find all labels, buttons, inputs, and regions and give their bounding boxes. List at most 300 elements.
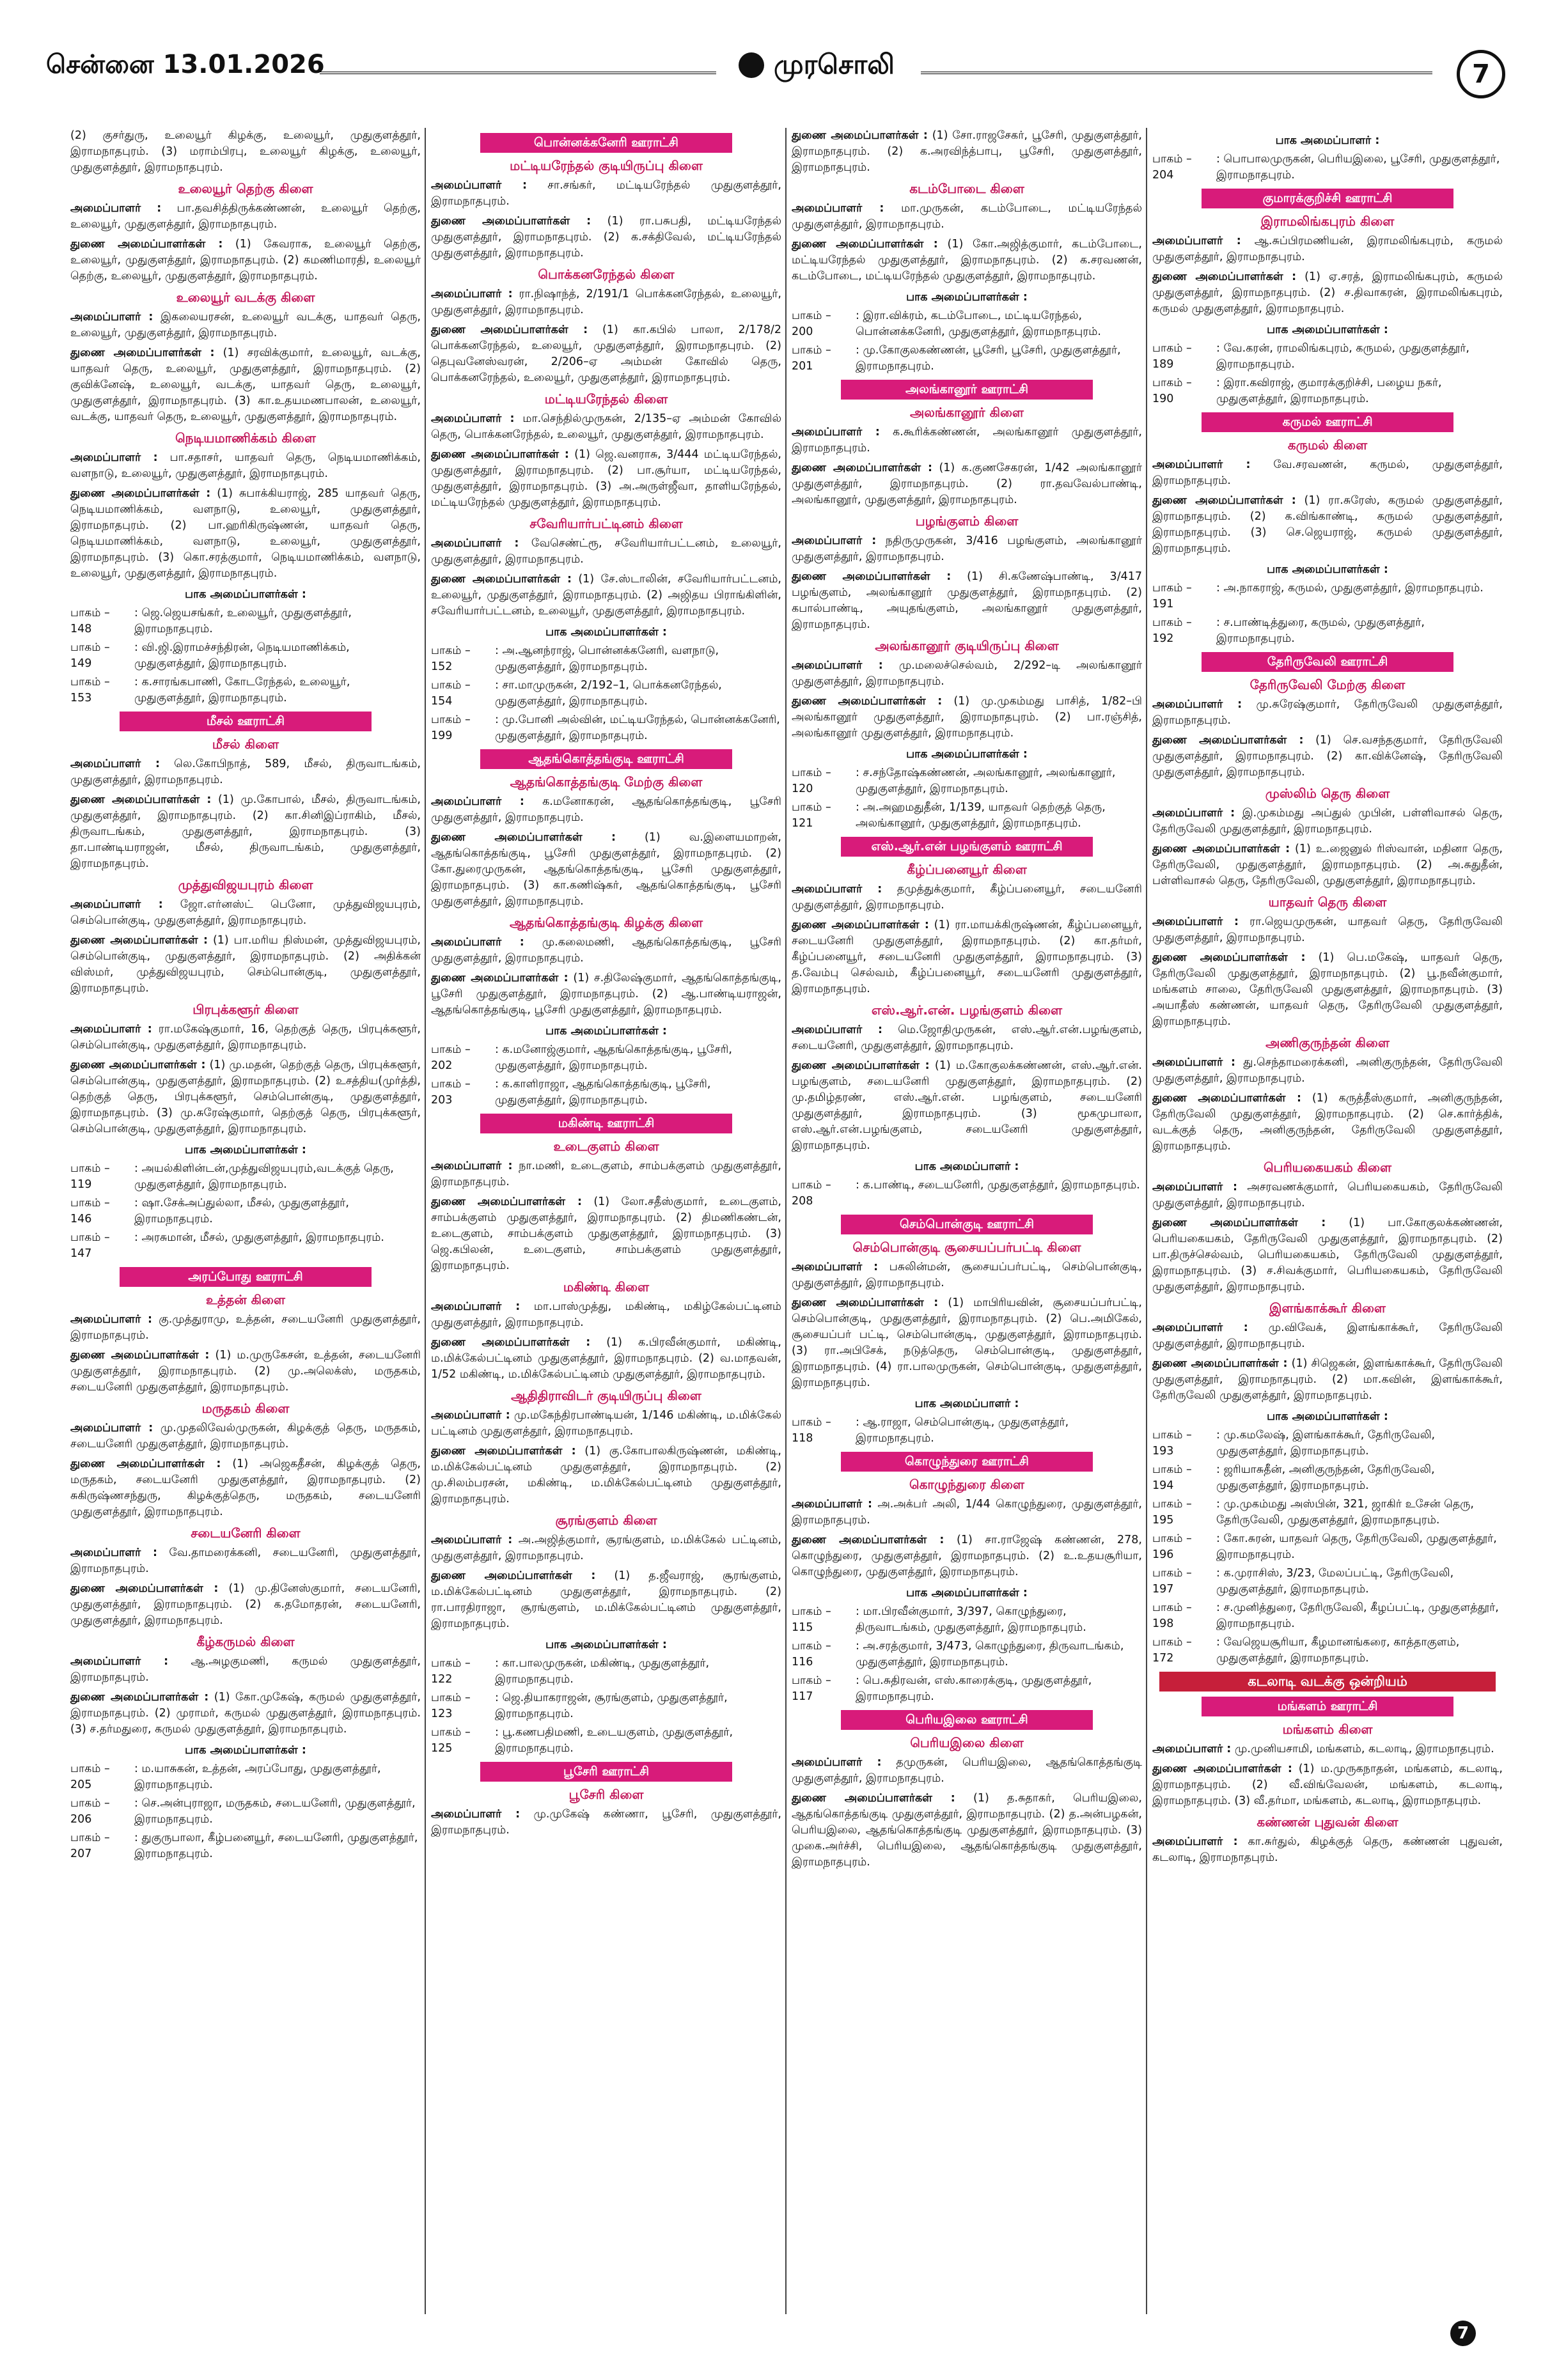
role-label: துணை அமைப்பாளர்கள் : [431, 1445, 576, 1458]
appointment-text: பா.தவசித்திருக்கண்ணன், உலையூர் தெற்கு, உலையூர், முதுகுளத்தூர், இராமநாதபுரம். [70, 202, 421, 231]
booth-details: : ச.முனித்துரை, தேரிருவேலி, கீழப்பட்டி, முதுகுளத்தூர், இராமநாதபுரம். [1216, 1601, 1499, 1630]
booth-entry [70, 1796, 421, 1828]
branch-heading: பிரபுக்களூர் கிளை [192, 1002, 299, 1017]
appointment-paragraph [1152, 233, 1503, 265]
role-label: துணை அமைப்பாளர்கள் : [792, 1059, 930, 1072]
branch-heading: அலங்கானூர் கிளை [910, 405, 1024, 420]
booth-entry [1152, 341, 1503, 373]
booth-details: : செ.அன்புராஜா, மருதகம், சடையனேரி, முதுகுளத்தூர், இராமநாதபுரம். [134, 1797, 416, 1826]
branch-heading: செம்பொன்குடி சூசையப்பர்பட்டி கிளை [852, 1240, 1081, 1255]
role-label: அமைப்பாளர் : [1152, 1181, 1237, 1194]
role-label: அமைப்பாளர் : [792, 1756, 882, 1769]
role-label: அமைப்பாளர் : [792, 202, 884, 215]
footer-page-number: 7 [1450, 2321, 1476, 2346]
booth-details: : க.சாரங்கபாணி, கோடரேந்தல், உலையூர், முதுகுளத்தூர், இராமநாதபுரம். [134, 676, 350, 704]
role-label: துணை அமைப்பாளர்கள் : [792, 462, 933, 474]
branch-heading: கொழுந்துரை கிளை [909, 1477, 1024, 1492]
branch-heading: மட்டியரேந்தல் கிளை [544, 391, 668, 407]
appointment-paragraph [431, 935, 781, 967]
branch-heading: பெரியஇலை கிளை [910, 1735, 1024, 1750]
branch-heading: கடம்போடை கிளை [909, 181, 1024, 196]
branch-heading: ஆதங்கொத்தங்குடி மேற்கு கிளை [510, 774, 703, 789]
appointment-text: நா.மணி, உடைகுளம், சாம்பக்குளம் முதுகுளத்தூர், இராமநாதபுரம். [431, 1160, 781, 1188]
column-divider [785, 128, 787, 2314]
appointment-text: (1) ரா.பசுபதி, மட்டியரேந்தல் முதுகுளத்தூர், இராமநாதபுரம். (2) க.சக்திவேல், மட்டியரேந்தல் முதுகுளத்தூர், இராமநாதபுரம். [431, 215, 781, 260]
appointment-paragraph [1152, 1215, 1503, 1295]
appointment-text: மா.செந்தில்முருகன், 2/135–ஏ அம்மன் கோவில் தெரு, பொக்கனரேந்தல், உலையூர், முதுகுளத்தூர், இராமநாதபுரம். [431, 412, 781, 441]
section-subheading: பாக அமைப்பாளர்கள் : [545, 1638, 667, 1651]
role-label: அமைப்பாளர் : [70, 1313, 152, 1326]
masthead-paper-name: முரசொலி [774, 49, 895, 80]
role-label: துணை அமைப்பாளர்கள் : [70, 238, 223, 251]
appointment-paragraph [431, 214, 781, 261]
appointment-paragraph [431, 572, 781, 619]
appointment-text: கு.முத்துராமு, உத்தன், சடையனேரி முதுகுளத்தூர், இராமநாதபுரம். [70, 1313, 421, 1342]
booth-entry [431, 678, 781, 710]
appointment-text: (1) சிஜெகன், இளங்காக்கூர், தேரிருவேலி முதுகுளத்தூர், இராமநாதபுரம். (2) மா.கவின், இளங்காக்கூர், தேரிருவேலி முதுகுளத்தூர், இராமநாதபுரம். [1152, 1357, 1503, 1402]
branch-heading: மீசல் கிளை [212, 736, 279, 752]
booth-details: : ச.சந்தோஷ்கண்ணன், அலங்கானூர், அலங்கானூர், முதுகுளத்தூர், இராமநாதபுரம். [856, 766, 1116, 795]
booth-entry [792, 1638, 1142, 1670]
appointment-text: சா.சங்கர், மட்டியரேந்தல் முதுகுளத்தூர், இராமநாதபுரம். [431, 179, 781, 208]
appointment-paragraph [70, 1581, 421, 1629]
appointment-text: க.கூரிக்கண்ணன், அலங்கானூர் முதுகுளத்தூர், இராமநாதபுரம். [792, 426, 1142, 455]
branch-heading: நெடியமாணிக்கம் கிளை [175, 430, 316, 446]
role-label: அமைப்பாளர் : [792, 1261, 879, 1273]
booth-entry [431, 1042, 781, 1074]
appointment-paragraph [431, 1194, 781, 1274]
appointment-paragraph [792, 569, 1142, 633]
role-label: துணை அமைப்பாளர்கள் : [792, 129, 928, 142]
appointment-paragraph [1152, 269, 1503, 317]
booth-entry [70, 605, 421, 637]
appointment-text: மா.முருகன், கடம்போடை, மட்டியரேந்தல் முதுகுளத்தூர், இராமநாதபுரம். [792, 202, 1142, 231]
appointment-paragraph [431, 1568, 781, 1632]
booth-entry [1152, 375, 1503, 407]
booth-entry [70, 640, 421, 672]
appointment-paragraph [1152, 1320, 1503, 1352]
booth-details: : க.மனோஜ்குமார், ஆதங்கொத்தங்குடி, பூசேரி, முதுகுளத்தூர், இராமநாதபுரம். [495, 1043, 732, 1072]
role-label: துணை அமைப்பாளர்கள் : [792, 1296, 939, 1309]
role-label: துணை அமைப்பாளர்கள் : [431, 323, 588, 336]
appointment-paragraph [70, 897, 421, 929]
appointment-paragraph [431, 447, 781, 511]
branch-heading: ஆதிதிராவிடர் குடியிருப்பு கிளை [511, 1388, 701, 1403]
sun-logo-icon [739, 52, 764, 78]
appointment-paragraph [1152, 1091, 1503, 1155]
booth-number: பாகம் – 189 [1152, 342, 1192, 371]
union-banner: பொன்னக்கனேரி ஊராட்சி [480, 133, 733, 153]
role-label: துணை அமைப்பாளர்கள் : [1152, 843, 1290, 855]
booth-details: : ஆ.ராஜா, செம்பொன்குடி, முதுகுளத்தூர், இராமநாதபுரம். [856, 1416, 1069, 1445]
branch-heading: தேரிருவேலி மேற்கு கிளை [1249, 677, 1406, 692]
booth-number: பாகம் – 203 [431, 1078, 471, 1107]
booth-entry [792, 800, 1142, 832]
section-subheading: பாக அமைப்பாளர்கள் : [185, 1744, 306, 1757]
booth-number: பாகம் – 196 [1152, 1532, 1192, 1561]
role-label: அமைப்பாளர் : [792, 1023, 882, 1036]
appointment-paragraph [431, 286, 781, 318]
role-label: துணை அமைப்பாளர்கள் : [1152, 1092, 1301, 1105]
role-label: அமைப்பாளர் : [431, 179, 527, 192]
booth-details: : பொபாலமுருகன், பெரியஇலை, பூசேரி, முதுகுளத்தூர், இராமநாதபுரம். [1216, 153, 1500, 182]
role-label: துணை அமைப்பாளர்கள் : [1152, 1357, 1288, 1370]
branch-heading: கீழ்கருமல் கிளை [196, 1634, 295, 1649]
role-label: அமைப்பாளர் : [431, 412, 515, 425]
booth-number: பாகம் – 118 [792, 1416, 831, 1445]
role-label: அமைப்பாளர் : [1152, 458, 1251, 471]
appointment-text: (1) கோ.முகேஷ், கருமல் முதுகுளத்தூர், இராமநாதபுரம். (2) முராமர், கருமல் முதுகுளத்தூர், இராமநாதபுரம். (3) ச.தர்மதுரை, கருமல் முதுகுளத்தூர், இராமநாதபுரம். [70, 1691, 421, 1736]
appointment-paragraph [70, 237, 421, 284]
role-label: துணை அமைப்பாளர்கள் : [1152, 494, 1296, 507]
role-label: அமைப்பாளர் : [431, 1300, 521, 1313]
booth-details: : வி.ஜி.இராமச்சந்திரன், நெடியமாணிக்கம், முதுகுளத்தூர், இராமநாதபுரம். [134, 641, 350, 670]
appointment-paragraph [792, 1022, 1142, 1054]
role-label: அமைப்பாளர் : [70, 1546, 158, 1559]
appointment-paragraph [70, 1545, 421, 1577]
role-label: துணை அமைப்பாளர்கள் : [1152, 270, 1297, 283]
booth-details: : ஜெ.ஜெயசங்கர், உலையூர், முதுகுளத்தூர், இராமநாதபுரம். [134, 607, 352, 635]
appointment-text: (1) ரா.மாயக்கிருஷ்ணன், கீழ்ப்பனையூர், சடையனேரி முதுகுளத்தூர், இராமநாதபுரம். (2) கா.தர்மர், கீழ்ப்பனையூர், சடையனேரி முதுகுளத்தூர், இராமநாதபுரம். (3) த.வேம்பு செல்வம், கீழ்ப்பனையூர், சடையனேரி முதுகுளத்தூர், இராமநாதபுரம். [792, 919, 1142, 995]
booth-details: : க.காளிராஜா, ஆதங்கொத்தங்குடி, பூசேரி, முதுகுளத்தூர், இராமநாதபுரம். [495, 1078, 711, 1107]
union-banner: அலங்கானூர் ஊராட்சி [841, 380, 1093, 400]
appointment-text: ஆ.சுப்பிரமணியன், இராமலிங்கபுரம், கருமல் முதுகுளத்தூர், இராமநாதபுரம். [1152, 235, 1503, 263]
branch-heading: யாதவர் தெரு கிளை [1268, 894, 1387, 910]
appointment-paragraph [792, 917, 1142, 997]
role-label: அமைப்பாளர் : [70, 1422, 153, 1435]
column-divider [1146, 128, 1147, 2314]
appointment-text: (1) அஜெகதீசன், கிழக்குத் தெரு, மருதகம், சடையனேரி முதுகுளத்தூர், இராமநாதபுரம். (2) சுகிருஷ்ணசந்துரு, கிழக்குத்தெரு, மருதகம், சடையனேரி முதுகுளத்தூர், இராமநாதபுரம். [70, 1458, 421, 1518]
booth-details: : பூ.கணபதிமணி, உடையகுளம், முதுகுளத்தூர், இராமநாதபுரம். [495, 1726, 733, 1755]
booth-entry [1152, 1566, 1503, 1598]
booth-number: பாகம் – 115 [792, 1605, 831, 1634]
booth-details: : அ.நாகராஜ், கருமல், முதுகுளத்தூர், இராமநாதபுரம். [1216, 582, 1484, 595]
appointment-text: ரா.ஜெயமுருகன், யாதவர் தெரு, தேரிருவேலி முதுகுளத்தூர், இராமநாதபுரம். [1152, 915, 1503, 944]
booth-details: : இரா.விக்ரம், கடம்போடை, மட்டியரேந்தல், பொன்னக்கனேரி, முதுகுளத்தூர், இராமநாதபுரம். [856, 309, 1101, 338]
appointment-paragraph [1152, 1834, 1503, 1866]
role-label: அமைப்பாளர் : [792, 659, 883, 672]
booth-number: பாகம் – 121 [792, 801, 831, 830]
branch-heading: சூரங்குளம் கிளை [555, 1513, 657, 1528]
appointment-paragraph [70, 345, 421, 425]
booth-number: பாகம் – 123 [431, 1692, 471, 1720]
appointment-text: லெ.கோபிநாத், 589, மீசல், திருவாடங்கம், முதுகுளத்தூர், இராமநாதபுரம். [70, 758, 421, 786]
booth-details: : பெ.சுதிரவன், எஸ்.காரைக்குடி, முதுகுளத்தூர், இராமநாதபுரம். [856, 1674, 1092, 1703]
union-banner: மகிண்டி ஊராட்சி [480, 1114, 733, 1133]
column-2 [431, 128, 781, 2314]
branch-heading: சவேரியார்பட்டினம் கிளை [529, 516, 683, 531]
booth-entry [1152, 1427, 1503, 1459]
booth-entry [1152, 1531, 1503, 1563]
role-label: அமைப்பாளர் : [70, 311, 153, 323]
appointment-text: (1) மு.தினேஸ்குமார், சடையனேரி, முதுகுளத்தூர், இராமநாதபுரம். (2) க.தமோதரன், சடையனேரி, முதுகுளத்தூர், இராமநாதபுரம். [70, 1582, 421, 1627]
appointment-paragraph [70, 756, 421, 788]
appointment-paragraph [70, 1057, 421, 1137]
appointment-text: (1) ம.கோகுலக்கண்ணன், எஸ்.ஆர்.என். பழங்குளம், சடையனேரி முதுகுளத்தூர், இராமநாதபுரம். (2) மு.தமிழ்தரண், எஸ்.ஆர்.என். பழங்குளம், சடையனேரி முதுகுளத்தூர், இராமநாதபுரம். (3) மூகமுபாலா, எஸ்.ஆர்.என்.பழங்குளம், சடையனேரி முதுகுளத்தூர், இராமநாதபுரம். [792, 1059, 1142, 1152]
masthead-date: சென்னை 13.01.2026 [46, 50, 325, 79]
booth-entry [431, 712, 781, 744]
appointment-paragraph [792, 237, 1142, 284]
booth-details: : மு.முகம்மது அஸ்பின், 321, ஜாகிர் உசேன் தெரு, தேரிருவேலி, முதுகுளத்தூர், இராமநாதபுரம். [1216, 1498, 1474, 1527]
booth-details: : அ.அஹமதுதீன், 1/139, யாதவர் தெற்குத் தெரு, அலங்கானூர், முதுகுளத்தூர், இராமநாதபுரம். [856, 801, 1106, 830]
branch-heading: பெரியகையகம் கிளை [1263, 1160, 1392, 1175]
appointment-text: மு.முகேஷ் கண்ணா, பூசேரி, முதுகுளத்தூர், இராமநாதபுரம். [431, 1808, 781, 1837]
appointment-text: கா.சுர்துல், கிழக்குத் தெரு, கண்ணன் புதுவன், கடலாடி, இராமநாதபுரம். [1152, 1835, 1503, 1864]
booth-number: பாகம் – 192 [1152, 616, 1192, 645]
role-label: துணை அமைப்பாளர்கள் : [431, 972, 568, 984]
booth-details: : ம.யாசுகன், உத்தன், அரப்போது, முதுகுளத்தூர், இராமநாதபுரம். [134, 1762, 381, 1791]
appointment-text: (1) சே.ஸ்டாலின், சவேரியார்பட்டனம், உலையூர், முதுகுளத்தூர், இராமநாதபுரம். (2) அஜிதய பிராங்கிளின், சவேரியார்பட்டனம், உலையூர், முதுகுளத்தூர், இராமநாதபுரம். [431, 573, 781, 618]
role-label: அமைப்பாளர் : [792, 534, 877, 547]
booth-details: : இரா.கவிராஜ், குமாரக்குறிச்சி, பழைய நகர், முதுகுளத்தூர், இராமநாதபுரம். [1216, 377, 1442, 405]
role-label: அமைப்பாளர் : [431, 936, 524, 949]
appointment-paragraph [70, 1654, 421, 1686]
role-label: அமைப்பாளர் : [792, 1498, 873, 1511]
booth-entry [792, 308, 1142, 340]
role-label: துணை அமைப்பாளர்கள் : [431, 215, 591, 228]
booth-details: : ஜெ.தியாகராஜன், சூரங்குளம், முதுகுளத்தூர், இராமநாதபுரம். [495, 1692, 728, 1720]
booth-number: பாகம் – 152 [431, 644, 471, 673]
role-label: துணை அமைப்பாளர்கள் : [70, 793, 212, 806]
appointment-text: (1) ஜெ.வனராசு, 3/444 மட்டியரேந்தல், முதுகுளத்தூர், இராமநாதபுரம். (2) பா.சூர்யா, மட்டியரேந்தல், முதுகுளத்தூர், இராமநாதபுரம். (3) அ.அருள்ஜீவா, தாளியரேந்தல், மட்டியரேந்தல் முதுகுளத்தூர், இராமநாதபுரம். [431, 448, 781, 509]
appointment-paragraph [1152, 1741, 1503, 1757]
booth-entry [1152, 580, 1503, 612]
union-banner: பூசேரி ஊராட்சி [480, 1762, 733, 1782]
section-subheading: பாக அமைப்பாளர்கள் : [906, 748, 1028, 761]
branch-heading: அணிகுருந்தன் கிளை [1265, 1035, 1390, 1050]
booth-number: பாகம் – 198 [1152, 1601, 1192, 1630]
appointment-text: (1) கோ.அஜித்குமார், கடம்போடை, மட்டியரேந்தல் முதுகுளத்தூர், இராமநாதபுரம். (2) க.சரவணன், கடம்போடை, மட்டியரேந்தல் முதுகுளத்தூர், இராமநாதபுரம். [792, 238, 1142, 283]
appointment-paragraph [792, 1532, 1142, 1580]
role-label: அமைப்பாளர் : [1152, 1321, 1248, 1334]
appointment-paragraph [431, 411, 781, 443]
role-label: துணை அமைப்பாளர்கள் : [70, 1059, 206, 1071]
role-label: அமைப்பாளர் : [792, 426, 880, 439]
booth-details: : சா.மாமுருகன், 2/192–1, பொக்கனரேந்தல், முதுகுளத்தூர், இராமநாதபுரம். [495, 679, 722, 708]
appointment-paragraph [792, 1755, 1142, 1787]
appointment-paragraph [1152, 1356, 1503, 1404]
role-label: துணை அமைப்பாளர்கள் : [792, 570, 952, 583]
appointment-text: (1) மு.மதன், தெற்குத் தெரு, பிரபுக்களூர், செம்பொன்குடி, முதுகுளத்தூர், இராமநாதபுரம். (2) உசத்திய(முர்த்தி, தெற்குத் தெரு, பிரபுக்களூர், செம்பொன்குடி, முதுகுளத்தூர், இராமநாதபுரம். (3) மு.சுரேஷ்குமார், தெற்குத் தெரு, பிரபுக்களூர், செம்பொன்குடி, முதுகுளத்தூர், இராமநாதபுரம். [70, 1059, 421, 1135]
role-label: அமைப்பாளர் : [1152, 1835, 1238, 1848]
booth-details: : க.பாண்டி, சடையனேரி, முதுகுளத்தூர், இராமநாதபுரம். [856, 1179, 1140, 1192]
section-subheading: பாக அமைப்பாளர் : [914, 1160, 1019, 1173]
appointment-paragraph [70, 128, 421, 176]
role-label: அமைப்பாளர் : [70, 1023, 152, 1036]
section-subheading: பாக அமைப்பாளர்கள் : [1267, 323, 1388, 336]
role-label: துணை அமைப்பாளர்கள் : [70, 934, 208, 947]
appointment-paragraph [792, 694, 1142, 742]
appointment-text: (1) மாபிரியவின், சூசையப்பர்பட்டி, செம்பொன்குடி, முதுகுளத்தூர், இராமநாதபுரம். (2) பெ.அமிகேல், சூசையப்பர் பட்டி, செம்பொன்குடி, முதுகுளத்தூர், இராமநாதபுரம். (3) ரா.அபிசேக், நடுத்தெரு, செம்பொன்குடி, முதுகுளத்தூர், இராமநாதபுரம். (4) ரா.பாலமுருகன், செம்பொன்குடி, முதுகுளத்தூர், இராமநாதபுரம். [792, 1296, 1142, 1389]
booth-number: பாகம் – 202 [431, 1043, 471, 1072]
masthead-rule-left [320, 72, 716, 74]
appointment-paragraph [792, 424, 1142, 456]
branch-heading: கண்ணன் புதுவன் கிளை [1257, 1814, 1398, 1830]
section-subheading: பாக அமைப்பாளர்கள் : [906, 291, 1028, 304]
appointment-paragraph [431, 830, 781, 910]
section-subheading: பாக அமைப்பாளர்கள் : [185, 588, 306, 601]
appointment-paragraph [431, 794, 781, 826]
booth-entry [1152, 1635, 1503, 1667]
booth-entry [792, 1673, 1142, 1705]
appointment-text: (1) ம.முருகேசன், உத்தன், சடையனேரி முதுகுளத்தூர், இராமநாதபுரம். (2) மு.அலெக்ஸ், மருதகம், சடையனேரி முதுகுளத்தூர், இராமநாதபுரம். [70, 1349, 421, 1394]
appointment-text: நதிருமுருகன், 3/416 பழங்குளம், அலங்கானூர் முதுகுளத்தூர், இராமநாதபுரம். [792, 534, 1142, 563]
booth-number: பாகம் – 208 [792, 1179, 831, 1208]
booth-entry [70, 1230, 421, 1262]
section-subheading: பாக அமைப்பாளர்கள் : [1267, 563, 1388, 576]
appointment-text: இ.முகம்மது அப்துல் முபின், பள்ளிவாசல் தெரு, தேரிருவேலி முதுகுளத்தூர், இராமநாதபுரம். [1152, 807, 1503, 836]
booth-details: : ஜரியாசுதீன், அனிகுருந்தன், தேரிருவேலி, முதுகுளத்தூர், இராமநாதபுரம். [1216, 1463, 1435, 1492]
booth-entry [792, 765, 1142, 797]
branch-heading: பழங்குளம் கிளை [915, 513, 1019, 529]
role-label: துணை அமைப்பாளர்கள் : [431, 1569, 596, 1582]
role-label: துணை அமைப்பாளர்கள் : [70, 346, 215, 359]
booth-entry [1152, 1462, 1503, 1494]
booth-number: பாகம் – 148 [70, 607, 110, 635]
role-label: துணை அமைப்பாளர்கள் : [792, 238, 938, 251]
role-label: துணை அமைப்பாளர்கள் : [1152, 1762, 1292, 1775]
union-banner: குமாரக்குறிச்சி ஊராட்சி [1202, 189, 1454, 208]
union-banner: மீசல் ஊராட்சி [120, 712, 372, 731]
role-label: துணை அமைப்பாளர்கள் : [431, 1195, 582, 1208]
booth-number: பாகம் – 117 [792, 1674, 831, 1703]
appointment-text: (1) த.ஜீவராஜ், சூரங்குளம், ம.மிக்கேல்பட்டினம் முதுகுளத்தூர், இராமநாதபுரம். (2) ரா.பாரதிராஜா, சூரங்குளம், ம.மிக்கேல்பட்டினம் முதுகுளத்தூர், இராமநாதபுரம். [431, 1569, 781, 1630]
appointment-paragraph [792, 1791, 1142, 1871]
appointment-paragraph [1152, 841, 1503, 889]
role-label: துணை அமைப்பாளர்கள் : [792, 695, 943, 708]
role-label: அமைப்பாளர் : [1152, 1056, 1235, 1069]
appointment-text: (1) கருத்தீஸ்குமார், அனிகுருந்தன், தேரிருவேலி முதுகுளத்தூர், இராமநாதபுரம். (2) செ.கார்த்திக், வடக்குத் தெரு, அனிகுருந்தன், தேரிருவேலி முதுகுளத்தூர், இராமநாதபுரம். [1152, 1092, 1503, 1153]
booth-entry [1152, 1600, 1503, 1632]
union-banner: கொழுந்துரை ஊராட்சி [841, 1452, 1093, 1472]
role-label: அமைப்பாளர் : [431, 1409, 510, 1422]
column-divider [425, 128, 426, 2314]
appointment-paragraph [792, 882, 1142, 914]
role-label: துணை அமைப்பாளர்கள் : [792, 919, 929, 931]
role-label: துணை அமைப்பாளர்கள் : [70, 1691, 209, 1704]
appointment-paragraph [792, 128, 1142, 176]
appointment-paragraph [1152, 950, 1503, 1030]
appointment-paragraph [70, 450, 421, 482]
masthead [38, 38, 1503, 115]
booth-number: பாகம் – 125 [431, 1726, 471, 1755]
booth-number: பாகம் – 207 [70, 1832, 110, 1860]
appointment-text: வே.தாமரைக்கனி, சடையனேரி, முதுகுளத்தூர், இராமநாதபுரம். [70, 1546, 421, 1575]
booth-number: பாகம் – 206 [70, 1797, 110, 1826]
booth-details: : மு.போனி அல்வின், மட்டியரேந்தல், பொன்னக்கனேரி, முதுகுளத்தூர், இராமநாதபுரம். [495, 713, 780, 742]
column-3 [792, 128, 1142, 2314]
role-label: அமைப்பாளர் : [1152, 235, 1241, 247]
appointment-text: (1) செ.வசந்தகுமார், தேரிருவேலி முதுகுளத்தூர், இராமநாதபுரம். (2) கா.விக்னேஷ், தேரிருவேலி முதுகுளத்தூர், இராமநாதபுரம். [1152, 734, 1503, 779]
union-banner: கருமல் ஊராட்சி [1202, 412, 1454, 432]
appointment-text: மு.மகேந்திரபாண்டியன், 1/146 மகிண்டி, ம.மிக்கேல் பட்டினம் முதுகுளத்தூர், இராமநாதபுரம். [431, 1409, 781, 1438]
role-label: துணை அமைப்பாளர்கள் : [431, 1336, 591, 1349]
booth-number: பாகம் – 146 [70, 1197, 110, 1225]
appointment-text: (1) மு.கோபால், மீசல், திருவாடங்கம், முதுகுளத்தூர், இராமநாதபுரம். (2) கா.சினிஇப்ராகிம், மீசல், திருவாடங்கம், முதுகுளத்தூர், இராமநாதபுரம். (3) தா.பாண்டியராஜன், மீசல், திருவாடங்கம், முதுகுளத்தூர், இராமநாதபுரம். [70, 793, 421, 870]
role-label: துணை அமைப்பாளர்கள் : [792, 1792, 955, 1805]
appointment-text: அ.அஜித்குமார், சூரங்குளம், ம.மிக்கேல் பட்டினம், முதுகுளத்தூர், இராமநாதபுரம். [431, 1534, 781, 1562]
appointment-text: (1) சா.ராஜேஷ் கண்ணன், 278, கொழுந்துரை, முதுகுளத்தூர், இராமநாதபுரம். (2) உ.உதயசூரியா, கொழுந்துரை, முதுகுளத்தூர், இராமநாதபுரம். [792, 1534, 1142, 1578]
appointment-paragraph [792, 1295, 1142, 1391]
booth-number: பாகம் – 153 [70, 676, 110, 704]
role-label: துணை அமைப்பாளர்கள் : [1152, 951, 1306, 964]
appointment-text: ஜோ.எர்னஸ்ட் பெனோ, முத்துவிஜயபுரம், செம்பொன்குடி, முதுகுளத்தூர், இராமநாதபுரம். [70, 898, 421, 927]
appointment-paragraph [70, 1312, 421, 1344]
booth-entry [431, 1077, 781, 1108]
booth-entry [1152, 1497, 1503, 1528]
branch-heading: உத்தன் கிளை [206, 1292, 285, 1307]
branch-heading: கருமல் கிளை [1287, 437, 1368, 453]
appointment-text: மு.முனியசாமி, மங்களம், கடலாடி, இராமநாதபுரம். [1234, 1743, 1494, 1755]
booth-details: : வே.கரன், ராமலிங்கபுரம், கருமல், முதுகுளத்தூர், இராமநாதபுரம். [1216, 342, 1469, 371]
booth-entry [792, 1415, 1142, 1447]
appointment-paragraph [1152, 1055, 1503, 1087]
booth-number: பாகம் – 120 [792, 766, 831, 795]
appointment-paragraph [70, 486, 421, 582]
booth-entry [431, 1656, 781, 1688]
booth-entry [431, 1725, 781, 1757]
section-subheading: பாக அமைப்பாளர் : [914, 1397, 1019, 1410]
role-label: துணை அமைப்பாளர்கள் : [431, 448, 569, 461]
booth-number: பாகம் – 147 [70, 1231, 110, 1260]
appointment-paragraph [431, 1335, 781, 1383]
booth-entry [70, 1830, 421, 1862]
union-banner: ஆதங்கொத்தங்குடி ஊராட்சி [480, 749, 733, 769]
appointment-text: (1) க.குணசேகரன், 1/42 அலங்கானூர் முதுகுளத்தூர், இராமநாதபுரம். (2) ரா.தவவேல்பாண்டி, அலங்கானூர், முதுகுளத்தூர், இராமநாதபுரம். [792, 462, 1142, 506]
role-label: அமைப்பாளர் : [1152, 1743, 1232, 1755]
masthead-page-number: 7 [1457, 50, 1505, 98]
union-banner: செம்பொன்குடி ஊராட்சி [841, 1215, 1093, 1234]
branch-heading: பொக்கனரேந்தல் கிளை [538, 267, 675, 282]
appointment-paragraph [1152, 805, 1503, 837]
booth-number: பாகம் – 154 [431, 679, 471, 708]
appointment-text: (1) லோ.சதீஸ்குமார், உடைகுளம், சாம்பக்குளம் முதுகுளத்தூர், இராமநாதபுரம். (2) திமணிகண்டன், உடைகுளம், சாம்பக்குளம் முதுகுளத்தூர், இராமநாதபுரம். (3) ஜெ.கபிலன், உடைகுளம், சாம்பக்குளம் முதுகுளத்தூர், இராமநாதபுரம். [431, 1195, 781, 1272]
role-label: அமைப்பாளர் : [70, 758, 160, 770]
role-label: அமைப்பாளர் : [1152, 698, 1242, 711]
appointment-paragraph [431, 1408, 781, 1440]
role-label: அமைப்பாளர் : [431, 1160, 513, 1172]
appointment-paragraph [792, 460, 1142, 508]
appointment-text: (1) பா.மரிய நிஸ்மன், முத்துவிஜயபுரம், செம்பொன்குடி, முதுகுளத்தூர், இராமநாதபுரம். (2) அதிக்கன் விஸ்மர், முத்துவிஜயபுரம், செம்பொன்குடி, முதுகுளத்தூர், இராமநாதபுரம். [70, 934, 421, 995]
appointment-text: மு.மலைச்செல்வம், 2/292–டி அலங்கானூர் முதுகுளத்தூர், இராமநாதபுரம். [792, 659, 1142, 688]
appointment-text: வேசெண்ட்ரூ, சவேரியார்பட்டனம், உலையூர், முதுகுளத்தூர், இராமநாதபுரம். [431, 537, 781, 566]
appointment-text: (1) கு.கோபாலகிருஷ்ணன், மகிண்டி, ம.மிக்கேல்பட்டினம் முதுகுளத்தூர், இராமநாதபுரம். (2) மு.சிலம்பரசன், மகிண்டி, ம.மிக்கேல்பட்டினம் முதுகுளத்தூர், இராமநாதபுரம். [431, 1445, 781, 1505]
section-subheading: பாக அமைப்பாளர்கள் : [1267, 1410, 1388, 1423]
union-banner: தேரிருவேலி ஊராட்சி [1202, 652, 1454, 672]
appointment-text: தமுத்துக்குமார், கீழ்ப்பனையூர், சடையனேரி முதுகுளத்தூர், இராமநாதபுரம். [792, 883, 1142, 912]
role-label: துணை அமைப்பாளர்கள் : [70, 1458, 221, 1470]
role-label: அமைப்பாளர் : [431, 1808, 521, 1821]
booth-entry [431, 643, 781, 675]
booth-entry [70, 1161, 421, 1193]
appointment-text: மு.முதலிவேல்முருகன், கிழக்குத் தெரு, மருதகம், சடையனேரி முதுகுளத்தூர், இராமநாதபுரம். [70, 1422, 421, 1451]
appointment-paragraph [70, 933, 421, 997]
branch-heading: பூசேரி கிளை [568, 1787, 644, 1802]
appointment-text: பா.சதாசர், யாதவர் தெரு, நெடியமாணிக்கம், வளநாடு, உலையூர், முதுகுளத்தூர், இராமநாதபுரம். [70, 451, 421, 480]
branch-heading: உலையூர் வடக்கு கிளை [176, 290, 315, 305]
branch-heading: மகிண்டி கிளை [563, 1279, 650, 1295]
appointment-paragraph [431, 1807, 781, 1839]
booth-number: பாகம் – 205 [70, 1762, 110, 1791]
role-label: அமைப்பாளர் : [70, 202, 162, 215]
role-label: துணை அமைப்பாளர்கள் : [70, 1349, 210, 1362]
booth-details: : ஷா.சேக்அப்துல்லா, மீசல், முதுகுளத்தூர், இராமநாதபுரம். [134, 1197, 349, 1225]
appointment-paragraph [431, 1158, 781, 1190]
booth-number: பாகம் – 197 [1152, 1567, 1192, 1596]
booth-details: : துகுருபாலா, கீழ்பனையூர், சடையனேரி, முதுகுளத்தூர், இராமநாதபுரம். [134, 1832, 418, 1860]
booth-number: பாகம் – 204 [1152, 153, 1192, 182]
booth-number: பாகம் – 193 [1152, 1429, 1192, 1458]
